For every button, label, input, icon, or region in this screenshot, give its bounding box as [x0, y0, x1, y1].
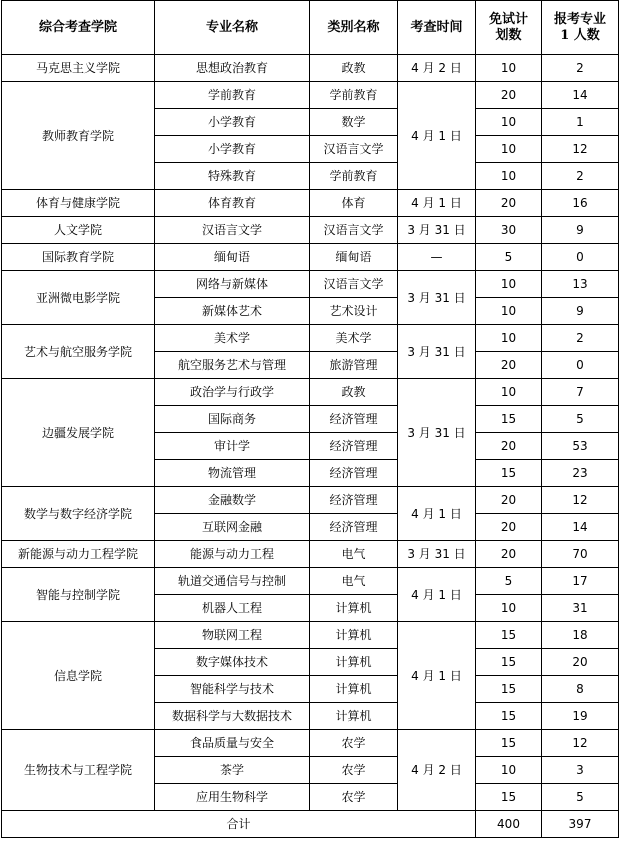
category-cell: 政教 [310, 379, 398, 406]
apps-cell: 9 [542, 217, 619, 244]
table-row [2, 244, 619, 271]
major-cell: 思想政治教育 [155, 55, 310, 82]
apps-cell: 12 [542, 730, 619, 757]
plan-cell: 20 [476, 514, 542, 541]
category-cell: 经济管理 [310, 460, 398, 487]
major-cell: 小学教育 [155, 109, 310, 136]
major-cell: 数字媒体技术 [155, 649, 310, 676]
plan-cell: 15 [476, 730, 542, 757]
plan-cell: 10 [476, 55, 542, 82]
date-cell: 4 月 1 日 [398, 190, 476, 217]
college-cell: 数学与数字经济学院 [2, 487, 155, 541]
apps-cell: 7 [542, 379, 619, 406]
college-cell: 边疆发展学院 [2, 379, 155, 487]
plan-cell: 10 [476, 163, 542, 190]
category-cell: 电气 [310, 541, 398, 568]
header-apps: 报考专业 1 人数 [542, 1, 619, 55]
header-plan: 免试计 划数 [476, 1, 542, 55]
apps-cell: 12 [542, 487, 619, 514]
plan-cell: 10 [476, 595, 542, 622]
apps-cell: 0 [542, 244, 619, 271]
category-cell: 艺术设计 [310, 298, 398, 325]
table-row [2, 568, 619, 595]
plan-cell: 20 [476, 82, 542, 109]
apps-cell: 2 [542, 325, 619, 352]
apps-cell: 2 [542, 55, 619, 82]
category-cell: 经济管理 [310, 433, 398, 460]
date-cell: 4 月 1 日 [398, 568, 476, 622]
major-cell: 体育教育 [155, 190, 310, 217]
plan-cell: 20 [476, 352, 542, 379]
category-cell: 计算机 [310, 703, 398, 730]
apps-cell: 9 [542, 298, 619, 325]
category-cell: 汉语言文学 [310, 136, 398, 163]
college-cell: 新能源与动力工程学院 [2, 541, 155, 568]
plan-cell: 15 [476, 703, 542, 730]
date-cell: 3 月 31 日 [398, 217, 476, 244]
category-cell: 计算机 [310, 595, 398, 622]
table-row [2, 325, 619, 352]
college-cell: 智能与控制学院 [2, 568, 155, 622]
major-cell: 物流管理 [155, 460, 310, 487]
category-cell: 农学 [310, 730, 398, 757]
category-cell: 学前教育 [310, 82, 398, 109]
major-cell: 茶学 [155, 757, 310, 784]
college-cell: 亚洲微电影学院 [2, 271, 155, 325]
major-cell: 食品质量与安全 [155, 730, 310, 757]
major-cell: 政治学与行政学 [155, 379, 310, 406]
apps-cell: 23 [542, 460, 619, 487]
apps-cell: 16 [542, 190, 619, 217]
major-cell: 新媒体艺术 [155, 298, 310, 325]
major-cell: 汉语言文学 [155, 217, 310, 244]
major-cell: 网络与新媒体 [155, 271, 310, 298]
table-row [2, 82, 619, 109]
date-cell: 4 月 1 日 [398, 487, 476, 541]
apps-cell: 53 [542, 433, 619, 460]
plan-cell: 15 [476, 784, 542, 811]
apps-cell: 70 [542, 541, 619, 568]
total-apps: 397 [542, 811, 619, 838]
major-cell: 小学教育 [155, 136, 310, 163]
major-cell: 美术学 [155, 325, 310, 352]
major-cell: 应用生物科学 [155, 784, 310, 811]
category-cell: 数学 [310, 109, 398, 136]
apps-cell: 14 [542, 514, 619, 541]
plan-cell: 5 [476, 568, 542, 595]
apps-cell: 17 [542, 568, 619, 595]
major-cell: 机器人工程 [155, 595, 310, 622]
plan-cell: 15 [476, 676, 542, 703]
date-cell: 4 月 2 日 [398, 730, 476, 811]
apps-cell: 2 [542, 163, 619, 190]
total-plan: 400 [476, 811, 542, 838]
date-cell: 4 月 1 日 [398, 622, 476, 730]
major-cell: 智能科学与技术 [155, 676, 310, 703]
apps-cell: 20 [542, 649, 619, 676]
major-cell: 学前教育 [155, 82, 310, 109]
date-cell: 4 月 1 日 [398, 82, 476, 190]
college-cell: 马克思主义学院 [2, 55, 155, 82]
plan-cell: 10 [476, 136, 542, 163]
major-cell: 互联网金融 [155, 514, 310, 541]
header-major: 专业名称 [155, 1, 310, 55]
category-cell: 经济管理 [310, 514, 398, 541]
major-cell: 特殊教育 [155, 163, 310, 190]
plan-cell: 10 [476, 379, 542, 406]
category-cell: 农学 [310, 757, 398, 784]
category-cell: 体育 [310, 190, 398, 217]
table-row [2, 217, 619, 244]
plan-cell: 10 [476, 271, 542, 298]
apps-cell: 31 [542, 595, 619, 622]
college-cell: 艺术与航空服务学院 [2, 325, 155, 379]
apps-cell: 8 [542, 676, 619, 703]
plan-cell: 20 [476, 487, 542, 514]
apps-cell: 0 [542, 352, 619, 379]
apps-cell: 13 [542, 271, 619, 298]
category-cell: 电气 [310, 568, 398, 595]
major-cell: 金融数学 [155, 487, 310, 514]
college-cell: 国际教育学院 [2, 244, 155, 271]
header-category: 类别名称 [310, 1, 398, 55]
plan-cell: 15 [476, 406, 542, 433]
category-cell: 农学 [310, 784, 398, 811]
apps-cell: 12 [542, 136, 619, 163]
major-cell: 航空服务艺术与管理 [155, 352, 310, 379]
table-row [2, 541, 619, 568]
table-row [2, 487, 619, 514]
major-cell: 轨道交通信号与控制 [155, 568, 310, 595]
date-cell: 3 月 31 日 [398, 541, 476, 568]
table-row [2, 379, 619, 406]
category-cell: 美术学 [310, 325, 398, 352]
college-cell: 教师教育学院 [2, 82, 155, 190]
header-date: 考查时间 [398, 1, 476, 55]
plan-cell: 15 [476, 622, 542, 649]
date-cell: 4 月 2 日 [398, 55, 476, 82]
major-cell: 审计学 [155, 433, 310, 460]
category-cell: 汉语言文学 [310, 271, 398, 298]
college-cell: 体育与健康学院 [2, 190, 155, 217]
plan-cell: 15 [476, 460, 542, 487]
major-cell: 能源与动力工程 [155, 541, 310, 568]
header-college: 综合考查学院 [2, 1, 155, 55]
category-cell: 经济管理 [310, 487, 398, 514]
college-cell: 信息学院 [2, 622, 155, 730]
apps-cell: 1 [542, 109, 619, 136]
table-body [2, 55, 619, 811]
plan-cell: 10 [476, 298, 542, 325]
table-row [2, 730, 619, 757]
category-cell: 计算机 [310, 649, 398, 676]
date-cell: — [398, 244, 476, 271]
date-cell: 3 月 31 日 [398, 379, 476, 487]
major-cell: 国际商务 [155, 406, 310, 433]
table-row [2, 190, 619, 217]
apps-cell: 5 [542, 784, 619, 811]
category-cell: 汉语言文学 [310, 217, 398, 244]
apps-cell: 14 [542, 82, 619, 109]
major-cell: 数据科学与大数据技术 [155, 703, 310, 730]
apps-cell: 19 [542, 703, 619, 730]
plan-cell: 10 [476, 757, 542, 784]
header-row [2, 1, 619, 55]
date-cell: 3 月 31 日 [398, 271, 476, 325]
category-cell: 计算机 [310, 622, 398, 649]
admission-plan-table [1, 0, 619, 838]
plan-cell: 10 [476, 109, 542, 136]
college-cell: 人文学院 [2, 217, 155, 244]
table-row [2, 271, 619, 298]
category-cell: 经济管理 [310, 406, 398, 433]
category-cell: 旅游管理 [310, 352, 398, 379]
plan-cell: 20 [476, 190, 542, 217]
major-cell: 物联网工程 [155, 622, 310, 649]
category-cell: 学前教育 [310, 163, 398, 190]
plan-cell: 20 [476, 541, 542, 568]
apps-cell: 5 [542, 406, 619, 433]
plan-cell: 15 [476, 649, 542, 676]
apps-cell: 3 [542, 757, 619, 784]
total-label: 合计 [2, 811, 476, 838]
table-row [2, 55, 619, 82]
category-cell: 政教 [310, 55, 398, 82]
total-row [2, 811, 619, 838]
plan-cell: 20 [476, 433, 542, 460]
category-cell: 计算机 [310, 676, 398, 703]
major-cell: 缅甸语 [155, 244, 310, 271]
date-cell: 3 月 31 日 [398, 325, 476, 379]
category-cell: 缅甸语 [310, 244, 398, 271]
plan-cell: 5 [476, 244, 542, 271]
college-cell: 生物技术与工程学院 [2, 730, 155, 811]
table-row [2, 622, 619, 649]
plan-cell: 30 [476, 217, 542, 244]
plan-cell: 10 [476, 325, 542, 352]
apps-cell: 18 [542, 622, 619, 649]
